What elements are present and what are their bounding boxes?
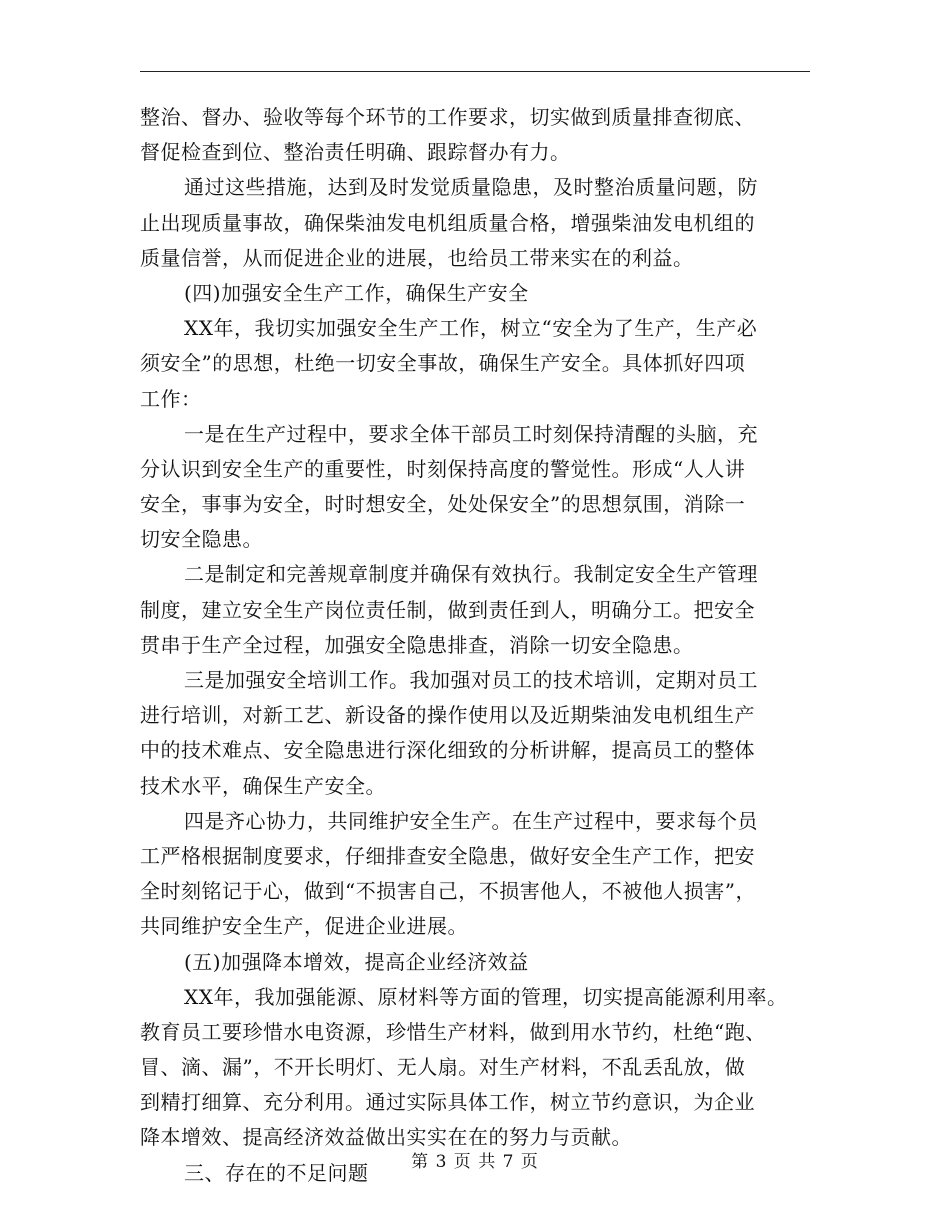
text-line: (五)加强降本增效，提高企业经济效益 (184, 949, 529, 974)
text-line: 安全，事事为安全，时时想安全，处处保安全”的思想氛围，消除一 (140, 492, 746, 517)
text-line: 到精打细算、充分利用。通过实际具体工作，树立节约意识，为企业 (140, 1090, 755, 1115)
text-line: (四)加强安全生产工作，确保生产安全 (184, 280, 529, 305)
text-line: 四是齐心协力，共同维护安全生产。在生产过程中，要求每个员 (184, 808, 758, 833)
text-line: 教育员工要珍惜水电资源，珍惜生产材料，做到用水节约，杜绝“跑、 (140, 1019, 766, 1044)
text-line: 三是加强安全培训工作。我加强对员工的技术培训，定期对员工 (184, 668, 758, 692)
text-line: 工严格根据制度要求，仔细排查安全隐患，做好安全生产工作，把安 (140, 843, 755, 868)
text-line: 通过这些措施，达到及时发觉质量隐患，及时整治质量问题，防 (184, 175, 758, 200)
text-line: 止出现质量事故，确保柴油发电机组质量合格，增强柴油发电机组的 (140, 210, 755, 235)
text-line: 共同维护安全生产，促进企业进展。 (140, 914, 468, 939)
text-line: 督促检查到位、整治责任明确、跟踪督办有力。 (140, 140, 571, 165)
text-line: 分认识到安全生产的重要性，时刻保持高度的警觉性。形成“人人讲 (140, 456, 746, 481)
document-body (140, 100, 816, 1191)
text-line: XX年，我加强能源、原材料等方面的管理，切实提高能源利用率。 (184, 984, 788, 1009)
text-line: 三、存在的不足问题 (184, 1160, 369, 1185)
text-line: 工作： (140, 386, 202, 411)
text-line: 进行培训，对新工艺、新设备的操作使用以及近期柴油发电机组生产 (140, 703, 755, 728)
text-line: 须安全”的思想，杜绝一切安全事故，确保生产安全。具体抓好四项 (140, 351, 746, 376)
text-line: 二是制定和完善规章制度并确保有效执行。我制定安全生产管理 (184, 562, 758, 587)
text-line: 一是在生产过程中，要求全体干部员工时刻保持清醒的头脑，充 (184, 421, 758, 446)
header-rule (140, 71, 810, 72)
text-line: 质量信誉，从而促进企业的进展，也给员工带来实在的利益。 (140, 245, 694, 270)
text-line: 制度，建立安全生产岗位责任制，做到责任到人，明确分工。把安全 (140, 597, 755, 622)
text-line: 贯串于生产全过程，加强安全隐患排查，消除一切安全隐患。 (140, 632, 694, 657)
text-line: XX年，我切实加强安全生产工作，树立“安全为了生产，生产必 (184, 316, 758, 341)
text-line: 技术水平，确保生产安全。 (140, 773, 386, 798)
text-line: 中的技术难点、安全隐患进行深化细致的分析讲解，提高员工的整体 (140, 738, 755, 763)
page-number: 第 3 页 共 7 页 (411, 1152, 539, 1172)
text-line: 切安全隐患。 (140, 527, 263, 552)
text-line: 整治、督办、验收等每个环节的工作要求，切实做到质量排查彻底、 (140, 105, 755, 129)
text-line: 全时刻铭记于心，做到“不损害自己，不损害他人，不被他人损害”， (140, 879, 756, 904)
text-line: 冒、滴、漏”，不开长明灯、无人扇。对生产材料，不乱丢乱放，做 (140, 1055, 746, 1080)
text-line: 降本增效、提高经济效益做出实实在在的努力与贡献。 (140, 1125, 632, 1150)
